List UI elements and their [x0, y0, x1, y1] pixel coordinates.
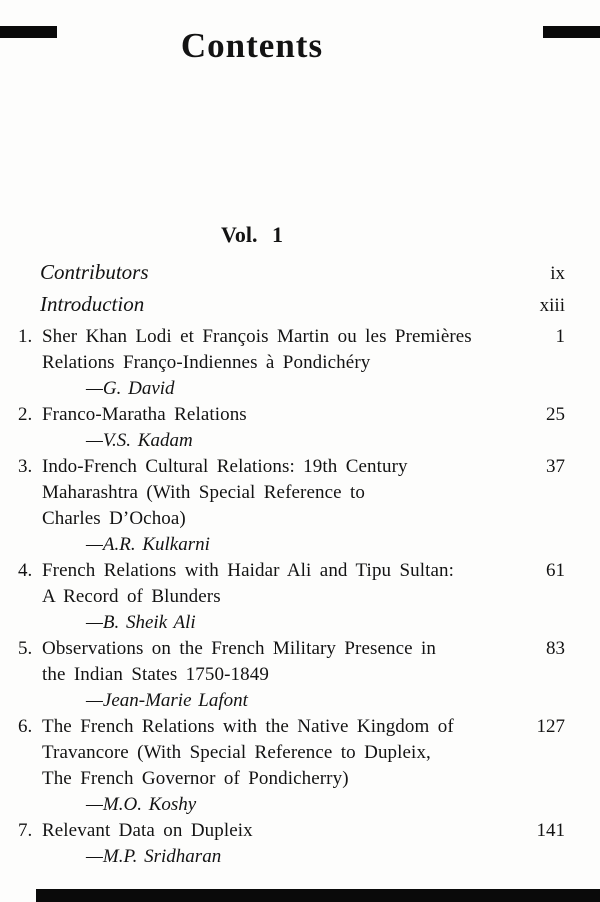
entry-title-line: The French Governor of Pondicherry) [42, 768, 349, 789]
entry-page-number: 61 [546, 560, 565, 581]
entry-number: 4. [18, 560, 33, 581]
toc-front-item [40, 289, 565, 321]
toc-entry-list [0, 324, 600, 870]
entry-title-line: Franco-Maratha Relations [42, 404, 247, 425]
entry-title-block [42, 818, 517, 870]
entry-page-number: 83 [546, 638, 565, 659]
entry-title-line: Travancore (With Special Reference to Dupleix, [42, 742, 431, 763]
entry-title-line: The French Relations with the Native Kingdom of [42, 716, 454, 737]
entry-page-number: 37 [546, 456, 565, 477]
entry-title-line: Relevant Data on Dupleix [42, 820, 253, 841]
contents-page [0, 26, 600, 870]
entry-author: —Jean-Marie Lafont [86, 690, 248, 711]
toc-entry [18, 558, 565, 636]
entry-number: 7. [18, 820, 33, 841]
toc-front-page-number: ix [550, 263, 565, 284]
entry-title-line: Relations Franço-Indiennes à Pondichéry [42, 352, 371, 373]
entry-title-line: Maharashtra (With Special Reference to [42, 482, 366, 503]
volume-heading: Vol. 1 [221, 222, 283, 247]
entry-title-block [42, 558, 517, 636]
toc-entry [18, 324, 565, 402]
page-title: Contents [180, 26, 324, 65]
toc-entry [18, 818, 565, 870]
toc-front-item [40, 257, 565, 289]
scan-artifact-top-left [0, 26, 57, 38]
entry-title-line: Charles D’Ochoa) [42, 508, 186, 529]
entry-title-line: French Relations with Haidar Ali and Tipu Sultan: [42, 560, 455, 581]
entry-page-number: 25 [546, 404, 565, 425]
entry-title-line: Indo-French Cultural Relations: 19th Century [42, 456, 408, 477]
entry-author: —M.P. Sridharan [86, 846, 222, 867]
entry-title-block [42, 402, 517, 454]
toc-front-label: Introduction [40, 292, 145, 316]
entry-title-line: the Indian States 1750-1849 [42, 664, 269, 685]
entry-number: 5. [18, 638, 33, 659]
toc-entry [18, 636, 565, 714]
entry-title-line: Sher Khan Lodi et François Martin ou les Premières [42, 326, 472, 347]
toc-front-page-number: xiii [539, 295, 565, 316]
entry-number: 1. [18, 326, 33, 347]
entry-page-number: 141 [536, 820, 565, 841]
entry-title-line: Observations on the French Military Presence in [42, 638, 437, 659]
toc-entry [18, 402, 565, 454]
entry-page-number: 127 [536, 716, 565, 737]
toc-entry [18, 454, 565, 558]
entry-title-block [42, 714, 517, 818]
toc-front-label: Contributors [40, 260, 149, 284]
toc-entry [18, 714, 565, 818]
entry-author: —M.O. Koshy [86, 794, 197, 815]
entry-title-line: A Record of Blunders [42, 586, 221, 607]
entry-author: —V.S. Kadam [86, 430, 193, 451]
entry-title-block [42, 454, 517, 558]
scan-artifact-bottom-edge [36, 889, 600, 902]
entry-page-number: 1 [555, 326, 565, 347]
entry-number: 2. [18, 404, 33, 425]
entry-author: —G. David [86, 378, 175, 399]
entry-title-block [42, 636, 517, 714]
entry-number: 3. [18, 456, 33, 477]
entry-author: —B. Sheik Ali [86, 612, 196, 633]
scan-artifact-top-right [543, 26, 600, 38]
entry-title-block [42, 324, 517, 402]
front-matter-list [0, 257, 600, 321]
entry-number: 6. [18, 716, 33, 737]
entry-author: —A.R. Kulkarni [86, 534, 210, 555]
